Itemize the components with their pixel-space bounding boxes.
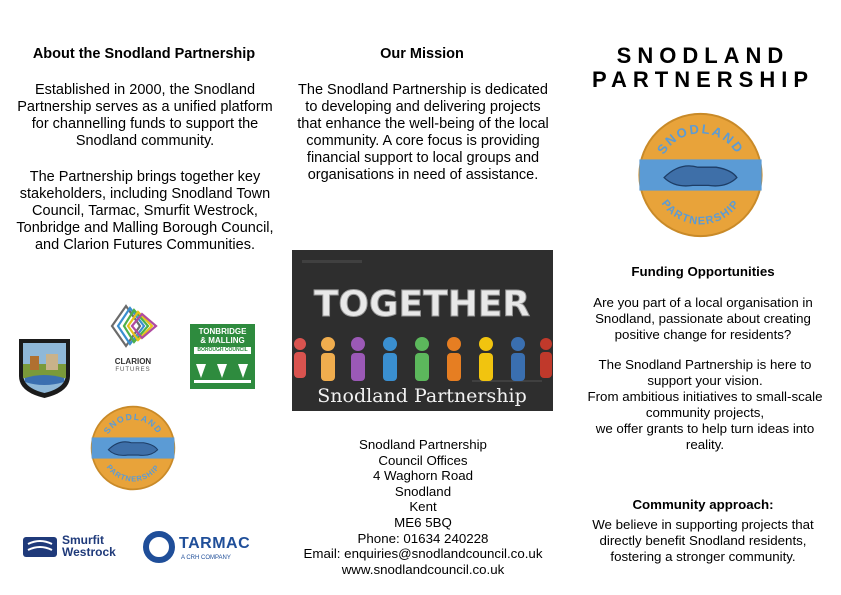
partnership-logo-small-icon [89, 404, 177, 492]
clarion-sub: FUTURES [115, 367, 151, 373]
address-line: Snodland [394, 483, 452, 499]
funding-paragraph-2 [578, 357, 832, 453]
tarmac-sub: A CRH COMPANY [181, 555, 231, 561]
together-title: TOGETHER [313, 284, 531, 325]
tm-towers-icon [190, 356, 255, 386]
together-image [292, 250, 553, 411]
about-paragraph-2: The Partnership brings together key stakeholders, including Snodland Town Council, Tarmac, Smurfit Westrock, Tonbridge and Malling Borough Council, and Clarion Futures Communities. [16, 169, 274, 253]
contact-address [292, 437, 554, 577]
community-paragraph: We believe in supporting projects that directly benefit Snodland residents, fostering a stronger community. [592, 517, 814, 564]
tm-line1: TONBRIDGE [198, 327, 247, 336]
funding-heading: Funding Opportunities [631, 264, 775, 279]
brand-title [578, 44, 828, 92]
partnership-logo-top-text: SNODLAND [101, 411, 165, 436]
address-line: Kent [409, 499, 437, 515]
together-caption: Snodland Partnership [317, 385, 527, 407]
website-link[interactable]: www.snodlandcouncil.co.uk [341, 561, 505, 577]
tm-line2: & MALLING [200, 336, 245, 345]
brand-line-1: SNODLAND [616, 43, 790, 68]
partnership-logo-large-top-text: SNODLAND [653, 121, 748, 157]
funding-line: we offer grants to help turn ideas into reality. [595, 421, 815, 452]
address-line: Snodland Partnership [359, 437, 487, 452]
tarmac-logo-icon [142, 530, 176, 564]
phone-line: Phone: 01634 240228 [357, 530, 489, 546]
smurfit-westrock-logo-icon [22, 536, 58, 558]
partnership-logo-bottom-text: PARTNERSHIP [104, 462, 162, 484]
tonbridge-malling-logo [190, 324, 255, 389]
together-people-icon [292, 250, 553, 411]
clarion-name: CLARION [114, 357, 152, 366]
partnership-logo-large-icon [629, 110, 772, 240]
address-line: 4 Waghorn Road [372, 468, 474, 484]
mission-paragraph: The Snodland Partnership is dedicated to developing and delivering projects that enhance the well-being of the local community. A core focus is providing financial support to local groups and organisations in need of assistance. [297, 82, 549, 183]
funding-paragraph-1: Are you part of a local organisation in Snodland, passionate about creating positive change for residents? [593, 295, 813, 342]
smurfit-line2: Westrock [62, 545, 116, 559]
email-line[interactable]: Email: enquiries@snodlandcouncil.co.uk [303, 546, 543, 562]
mission-heading: Our Mission [380, 46, 464, 62]
clarion-futures-logo-icon [104, 298, 162, 378]
address-line: ME6 5BQ [394, 514, 452, 530]
address-line: Council Offices [378, 452, 468, 468]
about-heading: About the Snodland Partnership [32, 46, 256, 62]
smurfit-line1: Smurfit [62, 533, 104, 547]
town-council-crest-icon [16, 336, 73, 400]
funding-line: The Snodland Partnership is here to support your vision. [598, 357, 812, 388]
community-heading: Community approach: [632, 497, 774, 512]
about-paragraph-1: Established in 2000, the Snodland Partnership serves as a unified platform for channelling funds to support the Snodland community. [17, 82, 273, 149]
funding-line: From ambitious initiatives to small-scale community projects, [587, 389, 823, 420]
tarmac-name: TARMAC [179, 535, 251, 552]
brand-line-2: PARTNERSHIP [591, 67, 815, 92]
tm-line3: BOROUGH COUNCIL [194, 347, 251, 354]
partnership-logo-large-bottom-text: PARTNERSHIP [658, 197, 743, 228]
